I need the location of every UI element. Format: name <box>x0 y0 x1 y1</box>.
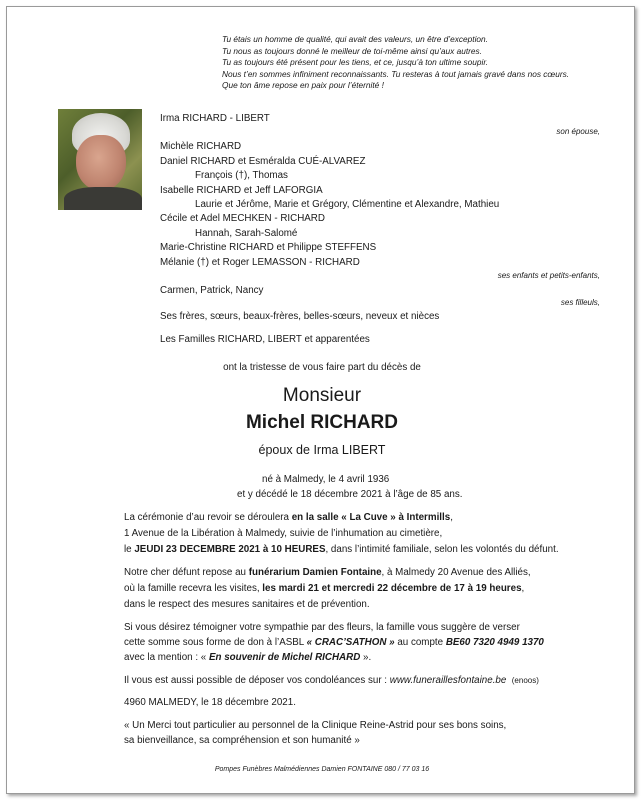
flowers-line-3: avec la mention : « En souvenir de Michel RICHARD ». <box>124 652 372 663</box>
family-line: Isabelle RICHARD et Jeff LAFORGIA <box>160 185 323 196</box>
ceremony-line-2: 1 Avenue de la Libération à Malmedy, suivie de l’inhumation au cimetière, <box>124 528 443 539</box>
condolences: Il vous est aussi possible de déposer vos condoléances sur : www.funeraillesfontaine.be (enoos) <box>124 675 539 686</box>
family-line: Mélanie (†) et Roger LEMASSON - RICHARD <box>160 257 360 268</box>
spouse-of: époux de Irma LIBERT <box>258 443 386 457</box>
place-date: 4960 MALMEDY, le 18 décembre 2021. <box>124 697 296 708</box>
siblings: Ses frères, sœurs, beaux-frères, belles-sœurs, neveux et nièces <box>160 311 440 322</box>
ceremony-line-3: le JEUDI 23 DECEMBRE 2021 à 10 HEURES, dans l’intimité familiale, selon les volontés du défunt. <box>124 544 559 555</box>
poem-line: Nous t’en sommes infiniment reconnaissants. Tu resteras à tout jamais gravé dans nos cœurs. <box>222 68 570 79</box>
deceased-name: Michel RICHARD <box>245 412 398 433</box>
family-line: Cécile et Adel MECHKEN - RICHARD <box>160 213 325 224</box>
announcement: ont la tristesse de vous faire part du décès de <box>223 362 421 373</box>
family-line: Laurie et Jérôme, Marie et Grégory, Clémentine et Alexandre, Mathieu <box>195 199 500 210</box>
family-spouse: Irma RICHARD - LIBERT <box>160 113 270 124</box>
spouse-label: son épouse, <box>556 127 600 136</box>
godchildren-label: ses filleuls, <box>560 298 600 307</box>
footer: Pompes Funèbres Malmédiennes Damien FONTAINE 080 / 77 03 16 <box>214 766 430 773</box>
flowers-line-2: cette somme sous forme de don à l’ASBL « CRAC’SATHON » au compte BE60 7320 4949 1370 <box>124 637 544 648</box>
website-link[interactable]: www.funeraillesfontaine.be <box>389 675 507 686</box>
poem-line: Tu as toujours été présent pour les tiens, et ce, jusqu’à ton ultime soupir. <box>222 57 489 67</box>
family-line: Hannah, Sarah-Salomé <box>195 228 298 239</box>
ceremony-line-1: La cérémonie d’au revoir se déroulera en la salle « La Cuve » à Intermills, <box>124 512 453 523</box>
rest-line-1: Notre cher défunt repose au funérarium Damien Fontaine, à Malmedy 20 Avenue des Alliés, <box>124 567 531 578</box>
born: né à Malmedy, le 4 avril 1936 <box>262 474 390 485</box>
portrait-photo <box>58 109 142 210</box>
poem-line: Que ton âme repose en paix pour l’éternité ! <box>222 80 384 90</box>
poem <box>222 34 569 92</box>
family-line: François (†), Thomas <box>195 170 288 181</box>
thanks-line-2: sa bienveillance, sa compréhension et son humanité » <box>124 735 360 746</box>
died: et y décédé le 18 décembre 2021 à l’âge de 85 ans. <box>237 489 463 500</box>
rest-line-3: dans le respect des mesures sanitaires et de prévention. <box>124 599 370 610</box>
family-line: Marie-Christine RICHARD et Philippe STEFFENS <box>160 242 377 253</box>
title: Monsieur <box>282 385 362 406</box>
flowers-line-1: Si vous désirez témoigner votre sympathie par des fleurs, la famille vous suggère de verser <box>124 622 520 633</box>
rest-line-2: où la famille recevra les visites, les mardi 21 et mercredi 22 décembre de 17 à 19 heures, <box>124 583 525 594</box>
poem-line: Tu étais un homme de qualité, qui avait des valeurs, un être d’exception. <box>222 34 488 44</box>
families: Les Familles RICHARD, LIBERT et apparentées <box>160 334 370 345</box>
poem-line: Tu nous as toujours donné le meilleur de toi-même ainsi qu’aux autres. <box>222 45 482 56</box>
family-line: Michèle RICHARD <box>160 141 242 152</box>
thanks-line-1: « Un Merci tout particulier au personnel de la Clinique Reine-Astrid pour ses bons soins, <box>124 720 507 731</box>
godchildren: Carmen, Patrick, Nancy <box>160 285 264 296</box>
family-line: Daniel RICHARD et Esméralda CUÉ-ALVAREZ <box>160 156 366 167</box>
children-label: ses enfants et petits-enfants, <box>497 271 600 280</box>
